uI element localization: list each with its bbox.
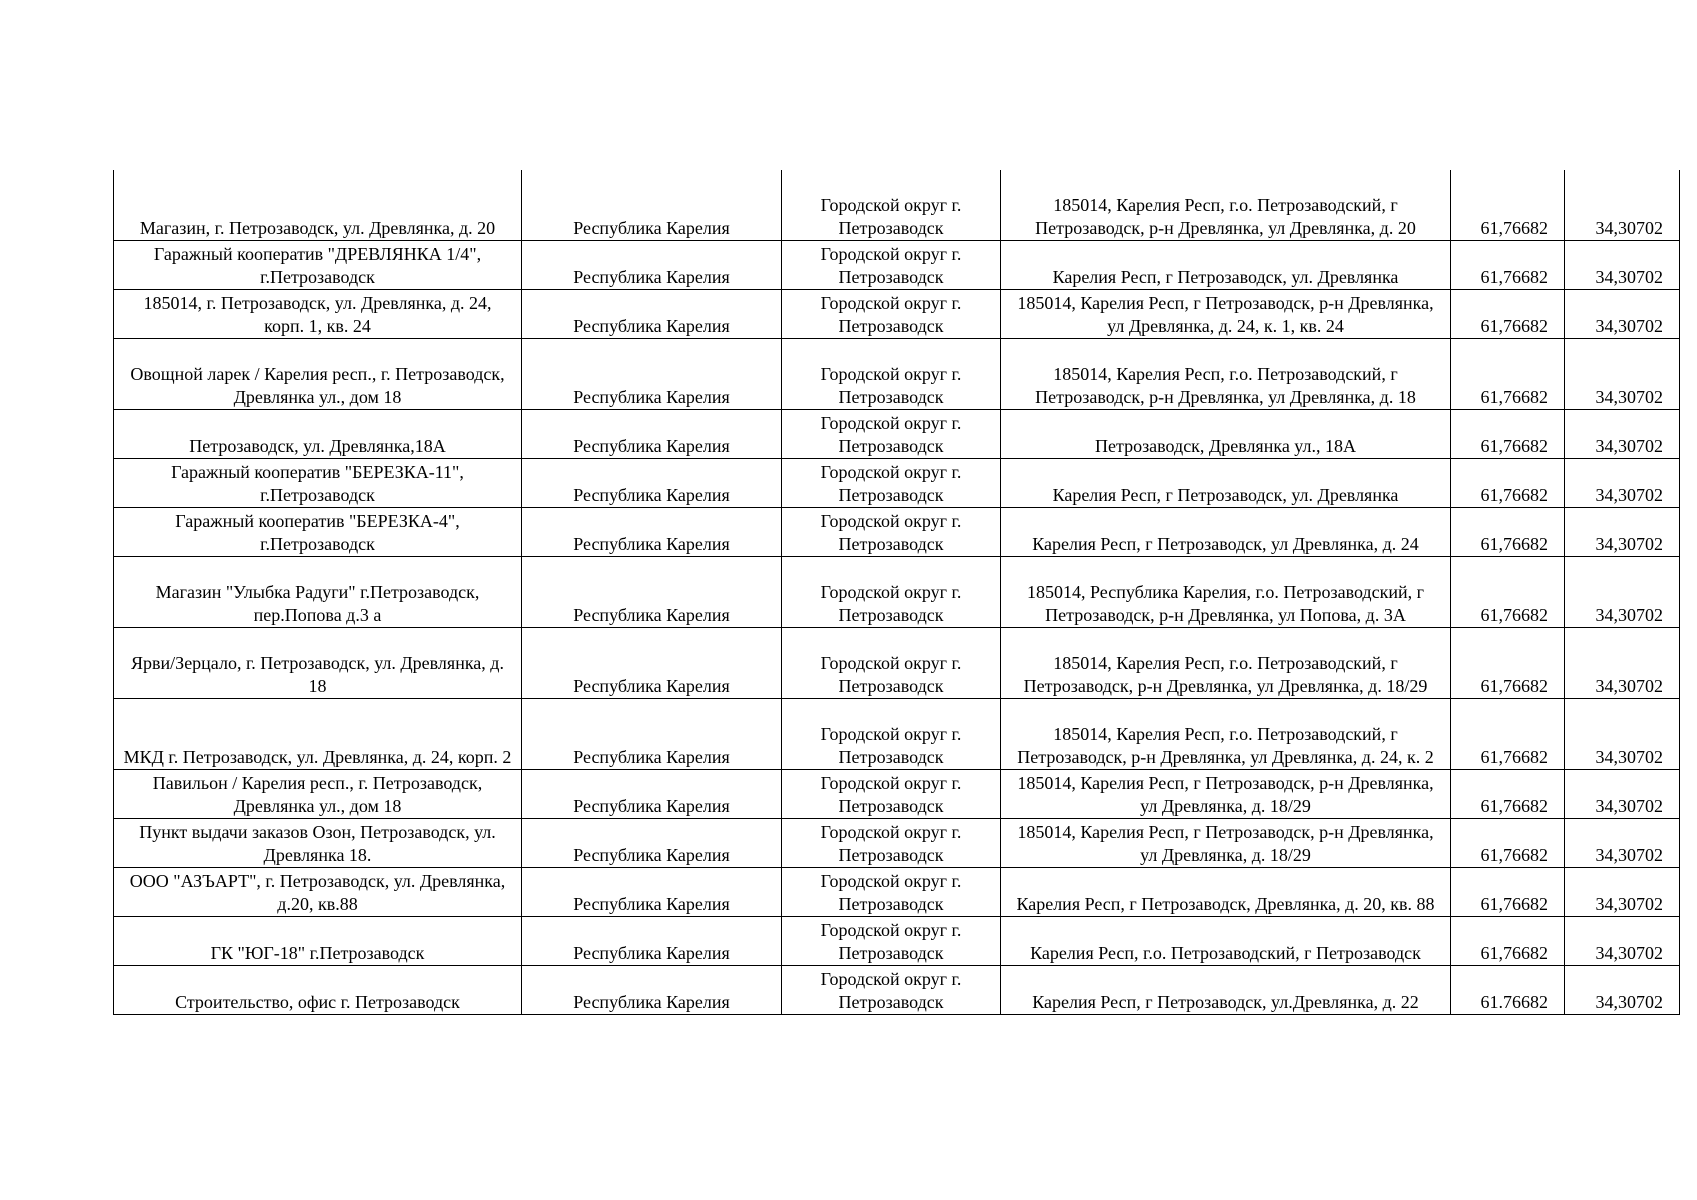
latitude-cell: 61,76682 xyxy=(1451,770,1565,819)
table-row xyxy=(114,628,1680,699)
region-cell: Республика Карелия xyxy=(522,339,782,410)
address-cell: Петрозаводск, Древлянка ул., 18А xyxy=(1001,410,1451,459)
table-body xyxy=(114,170,1680,1015)
table-row xyxy=(114,410,1680,459)
table-row xyxy=(114,699,1680,770)
region-cell: Республика Карелия xyxy=(522,290,782,339)
table-row xyxy=(114,966,1680,1015)
table-row xyxy=(114,459,1680,508)
table-row xyxy=(114,868,1680,917)
object-name-cell: Петрозаводск, ул. Древлянка,18А xyxy=(114,410,522,459)
district-cell: Городской округ г. Петрозаводск xyxy=(782,459,1001,508)
longitude-cell: 34,30702 xyxy=(1565,628,1680,699)
latitude-cell: 61,76682 xyxy=(1451,170,1565,241)
table-row xyxy=(114,170,1680,241)
address-cell: 185014, Карелия Респ, г.о. Петрозаводский, г Петрозаводск, р-н Древлянка, ул Древлянка, д. 18 xyxy=(1001,339,1451,410)
district-cell: Городской округ г. Петрозаводск xyxy=(782,290,1001,339)
region-cell: Республика Карелия xyxy=(522,770,782,819)
object-name-cell: Гаражный кооператив "БЕРЕЗКА-4", г.Петрозаводск xyxy=(114,508,522,557)
latitude-cell: 61,76682 xyxy=(1451,410,1565,459)
longitude-cell: 34,30702 xyxy=(1565,966,1680,1015)
latitude-cell: 61.76682 xyxy=(1451,966,1565,1015)
region-cell: Республика Карелия xyxy=(522,699,782,770)
longitude-cell: 34,30702 xyxy=(1565,410,1680,459)
region-cell: Республика Карелия xyxy=(522,557,782,628)
table-row xyxy=(114,241,1680,290)
address-cell: 185014, Карелия Респ, г.о. Петрозаводский, г Петрозаводск, р-н Древлянка, ул Древлянка, д. 20 xyxy=(1001,170,1451,241)
longitude-cell: 34,30702 xyxy=(1565,339,1680,410)
district-cell: Городской округ г. Петрозаводск xyxy=(782,966,1001,1015)
district-cell: Городской округ г. Петрозаводск xyxy=(782,170,1001,241)
object-name-cell: Гаражный кооператив "БЕРЕЗКА-11", г.Петрозаводск xyxy=(114,459,522,508)
district-cell: Городской округ г. Петрозаводск xyxy=(782,917,1001,966)
address-cell: Карелия Респ, г Петрозаводск, ул.Древлянка, д. 22 xyxy=(1001,966,1451,1015)
district-cell: Городской округ г. Петрозаводск xyxy=(782,699,1001,770)
object-name-cell: Овощной ларек / Карелия респ., г. Петрозаводск, Древлянка ул., дом 18 xyxy=(114,339,522,410)
table-row xyxy=(114,508,1680,557)
table-row xyxy=(114,290,1680,339)
region-cell: Республика Карелия xyxy=(522,819,782,868)
address-cell: Карелия Респ, г Петрозаводск, ул Древлянка, д. 24 xyxy=(1001,508,1451,557)
table-row xyxy=(114,770,1680,819)
object-name-cell: Строительство, офис г. Петрозаводск xyxy=(114,966,522,1015)
region-cell: Республика Карелия xyxy=(522,459,782,508)
address-cell: 185014, Карелия Респ, г.о. Петрозаводский, г Петрозаводск, р-н Древлянка, ул Древлянка, д. 18/29 xyxy=(1001,628,1451,699)
region-cell: Республика Карелия xyxy=(522,966,782,1015)
object-name-cell: Пункт выдачи заказов Озон, Петрозаводск, ул. Древлянка 18. xyxy=(114,819,522,868)
table-row xyxy=(114,557,1680,628)
longitude-cell: 34,30702 xyxy=(1565,699,1680,770)
latitude-cell: 61,76682 xyxy=(1451,868,1565,917)
address-cell: Карелия Респ, г Петрозаводск, Древлянка, д. 20, кв. 88 xyxy=(1001,868,1451,917)
object-name-cell: Магазин "Улыбка Радуги" г.Петрозаводск, пер.Попова д.3 а xyxy=(114,557,522,628)
table-row xyxy=(114,339,1680,410)
longitude-cell: 34,30702 xyxy=(1565,819,1680,868)
address-cell: 185014, Карелия Респ, г Петрозаводск, р-н Древлянка, ул Древлянка, д. 18/29 xyxy=(1001,770,1451,819)
region-cell: Республика Карелия xyxy=(522,508,782,557)
latitude-cell: 61,76682 xyxy=(1451,628,1565,699)
address-cell: 185014, Республика Карелия, г.о. Петрозаводский, г Петрозаводск, р-н Древлянка, ул Попова, д. 3А xyxy=(1001,557,1451,628)
district-cell: Городской округ г. Петрозаводск xyxy=(782,410,1001,459)
district-cell: Городской округ г. Петрозаводск xyxy=(782,339,1001,410)
region-cell: Республика Карелия xyxy=(522,170,782,241)
object-name-cell: ГК "ЮГ-18" г.Петрозаводск xyxy=(114,917,522,966)
district-cell: Городской округ г. Петрозаводск xyxy=(782,508,1001,557)
longitude-cell: 34,30702 xyxy=(1565,508,1680,557)
object-name-cell: Магазин, г. Петрозаводск, ул. Древлянка, д. 20 xyxy=(114,170,522,241)
district-cell: Городской округ г. Петрозаводск xyxy=(782,819,1001,868)
table-row xyxy=(114,917,1680,966)
region-cell: Республика Карелия xyxy=(522,868,782,917)
region-cell: Республика Карелия xyxy=(522,628,782,699)
object-name-cell: Гаражный кооператив "ДРЕВЛЯНКА 1/4", г.Петрозаводск xyxy=(114,241,522,290)
address-cell: Карелия Респ, г Петрозаводск, ул. Древлянка xyxy=(1001,459,1451,508)
object-name-cell: МКД г. Петрозаводск, ул. Древлянка, д. 24, корп. 2 xyxy=(114,699,522,770)
region-cell: Республика Карелия xyxy=(522,410,782,459)
longitude-cell: 34,30702 xyxy=(1565,459,1680,508)
object-name-cell: Ярви/Зерцало, г. Петрозаводск, ул. Древлянка, д. 18 xyxy=(114,628,522,699)
latitude-cell: 61,76682 xyxy=(1451,508,1565,557)
district-cell: Городской округ г. Петрозаводск xyxy=(782,868,1001,917)
address-cell: 185014, Карелия Респ, г Петрозаводск, р-н Древлянка, ул Древлянка, д. 18/29 xyxy=(1001,819,1451,868)
object-name-cell: 185014, г. Петрозаводск, ул. Древлянка, д. 24, корп. 1, кв. 24 xyxy=(114,290,522,339)
latitude-cell: 61,76682 xyxy=(1451,699,1565,770)
latitude-cell: 61,76682 xyxy=(1451,459,1565,508)
district-cell: Городской округ г. Петрозаводск xyxy=(782,241,1001,290)
region-cell: Республика Карелия xyxy=(522,241,782,290)
latitude-cell: 61,76682 xyxy=(1451,339,1565,410)
longitude-cell: 34,30702 xyxy=(1565,868,1680,917)
table-row xyxy=(114,819,1680,868)
longitude-cell: 34,30702 xyxy=(1565,241,1680,290)
longitude-cell: 34,30702 xyxy=(1565,770,1680,819)
longitude-cell: 34,30702 xyxy=(1565,170,1680,241)
district-cell: Городской округ г. Петрозаводск xyxy=(782,770,1001,819)
latitude-cell: 61,76682 xyxy=(1451,241,1565,290)
address-cell: 185014, Карелия Респ, г.о. Петрозаводский, г Петрозаводск, р-н Древлянка, ул Древлянка, д. 24, к. 2 xyxy=(1001,699,1451,770)
latitude-cell: 61,76682 xyxy=(1451,290,1565,339)
longitude-cell: 34,30702 xyxy=(1565,557,1680,628)
district-cell: Городской округ г. Петрозаводск xyxy=(782,628,1001,699)
address-cell: 185014, Карелия Респ, г Петрозаводск, р-н Древлянка, ул Древлянка, д. 24, к. 1, кв. 24 xyxy=(1001,290,1451,339)
latitude-cell: 61,76682 xyxy=(1451,557,1565,628)
address-cell: Карелия Респ, г.о. Петрозаводский, г Петрозаводск xyxy=(1001,917,1451,966)
district-cell: Городской округ г. Петрозаводск xyxy=(782,557,1001,628)
object-name-cell: ООО "АЗЪАРТ", г. Петрозаводск, ул. Древлянка, д.20, кв.88 xyxy=(114,868,522,917)
latitude-cell: 61,76682 xyxy=(1451,819,1565,868)
latitude-cell: 61,76682 xyxy=(1451,917,1565,966)
longitude-cell: 34,30702 xyxy=(1565,917,1680,966)
longitude-cell: 34,30702 xyxy=(1565,290,1680,339)
region-cell: Республика Карелия xyxy=(522,917,782,966)
address-table xyxy=(113,170,1680,1015)
address-cell: Карелия Респ, г Петрозаводск, ул. Древлянка xyxy=(1001,241,1451,290)
object-name-cell: Павильон / Карелия респ., г. Петрозаводск, Древлянка ул., дом 18 xyxy=(114,770,522,819)
